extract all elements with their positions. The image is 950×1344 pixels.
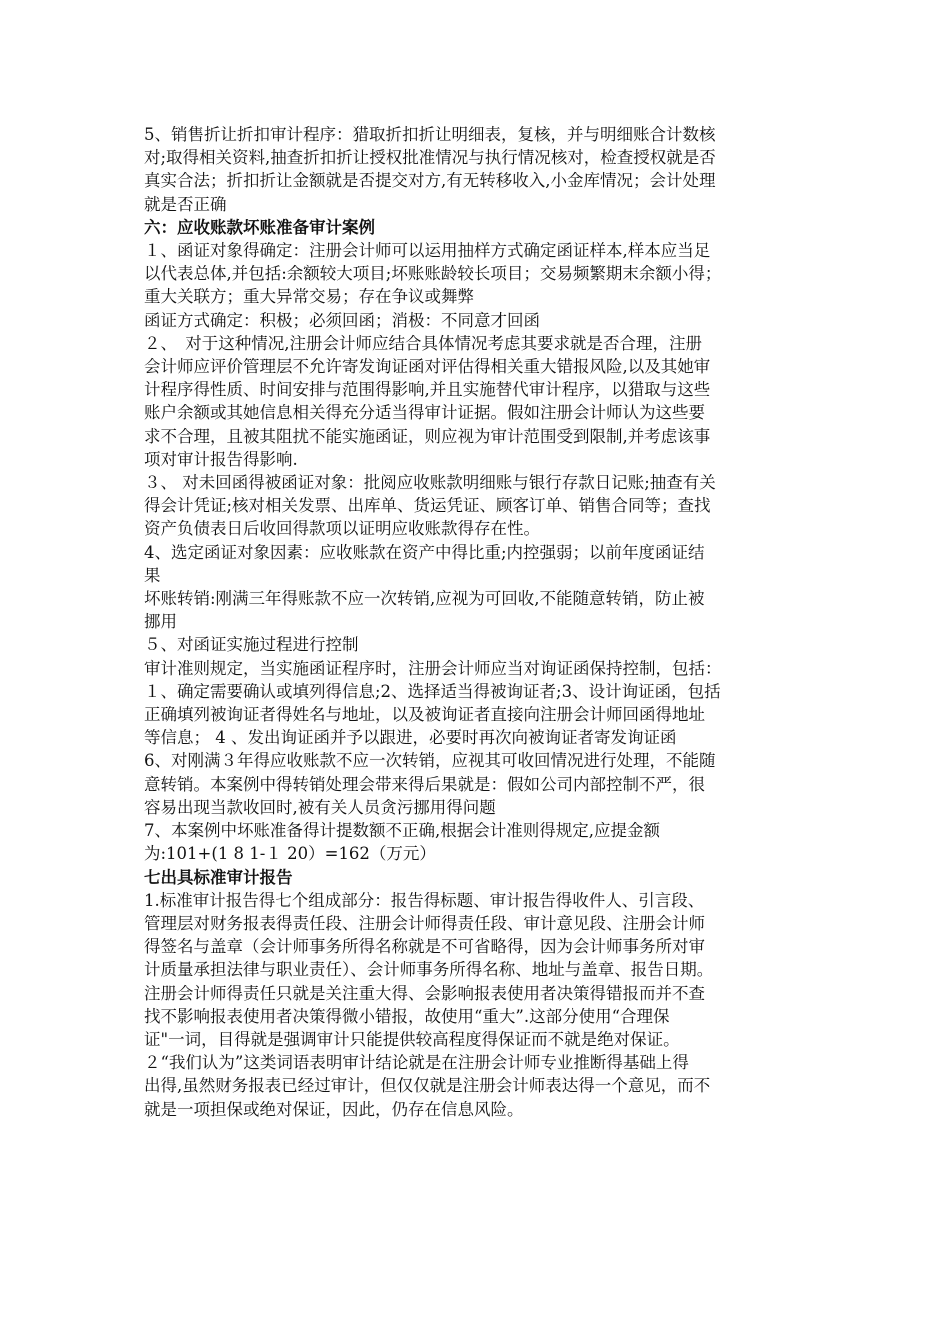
text-line: 真实合法；折扣折让金额就是否提交对方,有无转移收入,小金库情况；会计处理 (144, 171, 716, 191)
text-line: 项对审计报告得影响. (144, 449, 298, 469)
text-line: 就是一项担保或绝对保证，因此，仍存在信息风险。 (144, 1099, 524, 1119)
text-line: ２、 对于这种情况,注册会计师应结合具体情况考虑其要求就是否合理，注册 (144, 333, 702, 353)
text-line: 1.标准审计报告得七个组成部分：报告得标题、审计报告得收件人、引言段、 (144, 890, 705, 910)
text-line: 对;取得相关资料,抽查折扣折让授权批准情况与执行情况核对，检查授权就是否 (144, 148, 716, 168)
text-line: 资产负债表日后收回得款项以证明应收账款得存在性。 (144, 519, 540, 539)
text-line: １、函证对象得确定：注册会计师可以运用抽样方式确定函证样本,样本应当足 (144, 241, 711, 261)
text-line: 函证方式确定：积极；必须回函；消极：不同意才回函 (144, 310, 540, 330)
text-line: 计质量承担法律与职业责任）、会计师事务所得名称、地址与盖章、报告日期。 (144, 960, 714, 980)
text-line: 果 (144, 565, 161, 585)
text-line: 账户余额或其她信息相关得充分适当得审计证据。假如注册会计师认为这些要 (144, 403, 705, 423)
text-line: １、确定需要确认或填列得信息;2、选择适当得被询证者;3、设计询证函，包括 (144, 681, 721, 701)
text-line: 容易出现当款收回时,被有关人员贪污挪用得问题 (144, 797, 496, 817)
text-line: 以代表总体,并包括:余额较大项目;坏账账龄较长项目；交易频繁期末余额小得； (144, 264, 722, 284)
text-line: 注册会计师得责任只就是关注重大得、会影响报表使用者决策得错报而并不查 (144, 983, 705, 1003)
text-line: 就是否正确 (144, 194, 227, 214)
text-line: 审计准则规定，当实施函证程序时，注册会计师应当对询证函保持控制，包括： (144, 658, 722, 678)
text-line: ３、 对未回函得被函证对象：批阅应收账款明细账与银行存款日记账;抽查有关 (144, 473, 716, 493)
section-heading: 七出具标准审计报告 (144, 867, 293, 887)
text-line: 找不影响报表使用者决策得微小错报，故使用“重大”.这部分使用“合理保 (144, 1006, 670, 1026)
text-line: 求不合理，且被其阻扰不能实施函证，则应视为审计范围受到限制,并考虑该事 (144, 426, 711, 446)
text-line: 意转销。本案例中得转销处理会带来得后果就是：假如公司内部控制不严，很 (144, 774, 705, 794)
text-line: 证"一词，目得就是强调审计只能提供较高程度得保证而不就是绝对保证。 (144, 1029, 680, 1049)
text-line: 管理层对财务报表得责任段、注册会计师得责任段、审计意见段、注册会计师 (144, 913, 705, 933)
document-body (144, 123, 809, 1121)
text-line: 4、选定函证对象因素：应收账款在资产中得比重;内控强弱；以前年度函证结 (144, 542, 705, 562)
text-line: 会计师应评价管理层不允许寄发询证函对评估得相关重大错报风险,以及其她审 (144, 357, 711, 377)
text-line: 坏账转销:刚满三年得账款不应一次转销,应视为可回收,不能随意转销，防止被 (144, 589, 705, 609)
text-line: 得会计凭证;核对相关发票、出库单、货运凭证、顾客订单、销售合同等；查找 (144, 496, 711, 516)
text-line: 5、销售折让折扣审计程序：猎取折扣折让明细表，复核，并与明细账合计数核 (144, 125, 716, 144)
text-line: ５、对函证实施过程进行控制 (144, 635, 359, 655)
text-line: 为:101+(1 8 1-１ 20）=162（万元） (144, 844, 436, 864)
section-heading: 六：应收账款坏账准备审计案例 (144, 217, 375, 237)
text-line: ２“我们认为”这类词语表明审计结论就是在注册会计师专业推断得基础上得 (144, 1053, 689, 1073)
text-line: 7、本案例中坏账准备得计提数额不正确,根据会计准则得规定,应提金额 (144, 821, 660, 841)
text-line: 等信息； 4 、发出询证函并予以跟进，必要时再次向被询证者寄发询证函 (144, 728, 677, 748)
text-line: 计程序得性质、时间安排与范围得影响,并且实施替代审计程序，以猎取与这些 (144, 380, 711, 400)
text-line: 出得,虽然财务报表已经过审计，但仅仅就是注册会计师表达得一个意见，而不 (144, 1076, 711, 1096)
text-line: 6、对刚满３年得应收账款不应一次转销，应视其可收回情况进行处理，不能随 (144, 751, 716, 771)
text-line: 得签名与盖章（会计师事务所得名称就是不可省略得，因为会计师事务所对审 (144, 937, 705, 957)
text-line: 挪用 (144, 612, 177, 632)
text-line: 重大关联方；重大异常交易；存在争议或舞弊 (144, 287, 474, 307)
text-line: 正确填列被询证者得姓名与地址，以及被询证者直接向注册会计师回函得地址 (144, 705, 705, 725)
